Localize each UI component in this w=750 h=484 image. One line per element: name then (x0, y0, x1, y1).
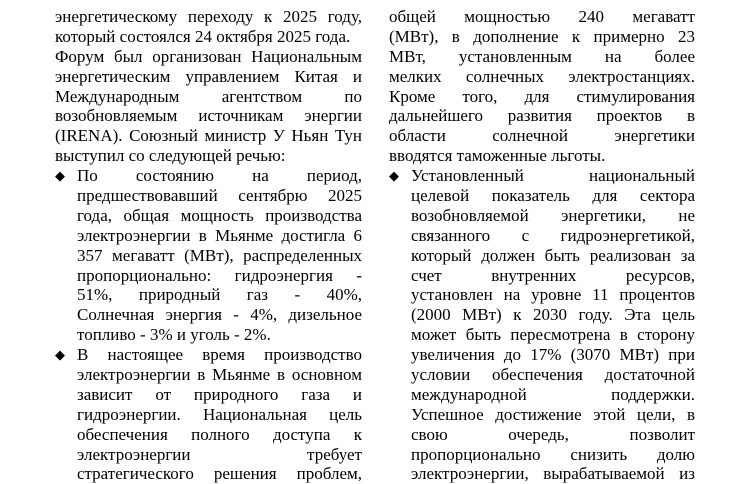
text-line: гидроэнергии. Национальная цель (77, 404, 362, 424)
text-line: увеличения до 17% (3070 МВт) при (411, 345, 695, 365)
text-line: связанного с гидроэнергетикой, (411, 225, 695, 245)
text-line: зависит от природного газа и (77, 384, 362, 404)
text-line: (IRENA). Союзный министр У Ньян Тун (55, 126, 362, 146)
text-line: который состоялся 24 октября 2025 года. (55, 26, 351, 46)
text-line: выступил со следующей речью: (55, 146, 286, 166)
right-intro-paragraph (389, 7, 695, 166)
diamond-bullet-icon: ◆ (55, 347, 65, 363)
text-line: МВт, установленным на более (389, 46, 695, 66)
left-intro-paragraph (55, 7, 362, 166)
text-line: целевой показатель для сектора (411, 186, 695, 206)
text-line: области солнечной энергетики (389, 126, 695, 146)
text-line: Международным агентством по (55, 86, 362, 106)
bullet-first-line (389, 166, 695, 186)
text-line: счет внутренних ресурсов, (411, 265, 695, 285)
text-line: (МВт), в дополнение к примерно 23 (389, 26, 695, 46)
text-line: Кроме того, для стимулирования (389, 86, 695, 106)
text-line: Солнечная энергия - 4%, дизельное (77, 305, 362, 325)
text-line: вводятся таможенные льготы. (389, 146, 606, 166)
text-line: мелких солнечных электростанциях. (389, 66, 695, 86)
bullet-first-line (55, 166, 362, 186)
text-line: условии обеспечения достаточной (411, 365, 695, 385)
text-line: международной поддержки. (411, 384, 695, 404)
bullet-item (389, 166, 695, 484)
text-line: Установленный национальный (411, 166, 695, 186)
text-line: электроэнергии требует (77, 444, 362, 464)
text-line: (2000 МВт) к 2030 году. Эта цель (411, 305, 695, 325)
text-line: который должен быть реализован за (411, 245, 695, 265)
text-line: общей мощностью 240 мегаватт (389, 7, 695, 26)
text-line: возобновляемой энергетики, не (411, 205, 695, 225)
text-line: предшествовавший сентябрю 2025 (77, 186, 362, 206)
text-line: энергетическим управлением Китая и (55, 66, 362, 86)
text-line: топливо - 3% и уголь - 2%. (77, 325, 271, 345)
text-line: 357 мегаватт (МВт), распределенных (77, 245, 362, 265)
bullet-item (55, 345, 362, 484)
text-line: установлен на уровне 11 процентов (411, 285, 695, 305)
right-column (389, 7, 695, 484)
left-column (55, 7, 362, 484)
text-line: По состоянию на период, (77, 166, 362, 186)
text-line: В настоящее время производство (77, 345, 362, 365)
text-line: электроэнергии в Мьянме достигла 6 (77, 225, 362, 245)
text-line: Форум был организован Национальным (55, 46, 362, 66)
text-line: может быть пересмотрена в сторону (411, 325, 695, 345)
text-line: возобновляемым источникам энергии (55, 106, 362, 126)
text-line: пропорционально снизить долю (411, 444, 695, 464)
text-line: дальнейшего развития проектов в (389, 106, 695, 126)
text-line: электроэнергии, вырабатываемой из (411, 464, 695, 484)
text-line: свою очередь, позволит (411, 424, 695, 444)
text-line: пропорционально: гидроэнергия - (77, 265, 362, 285)
diamond-bullet-icon: ◆ (389, 168, 399, 184)
text-line: Успешное достижение этой цели, в (411, 404, 695, 424)
text-line: электроэнергии в Мьянме в основном (77, 365, 362, 385)
bullet-first-line (55, 345, 362, 365)
diamond-bullet-icon: ◆ (55, 168, 65, 184)
bullet-item (55, 166, 362, 345)
text-line: 51%, природный газ - 40%, (77, 285, 362, 305)
text-line: года, общая мощность производства (77, 205, 362, 225)
text-line: энергетическому переходу к 2025 году, (55, 7, 362, 26)
text-line: стратегического решения проблем, (77, 464, 362, 484)
text-line: обеспечения полного доступа к (77, 424, 362, 444)
